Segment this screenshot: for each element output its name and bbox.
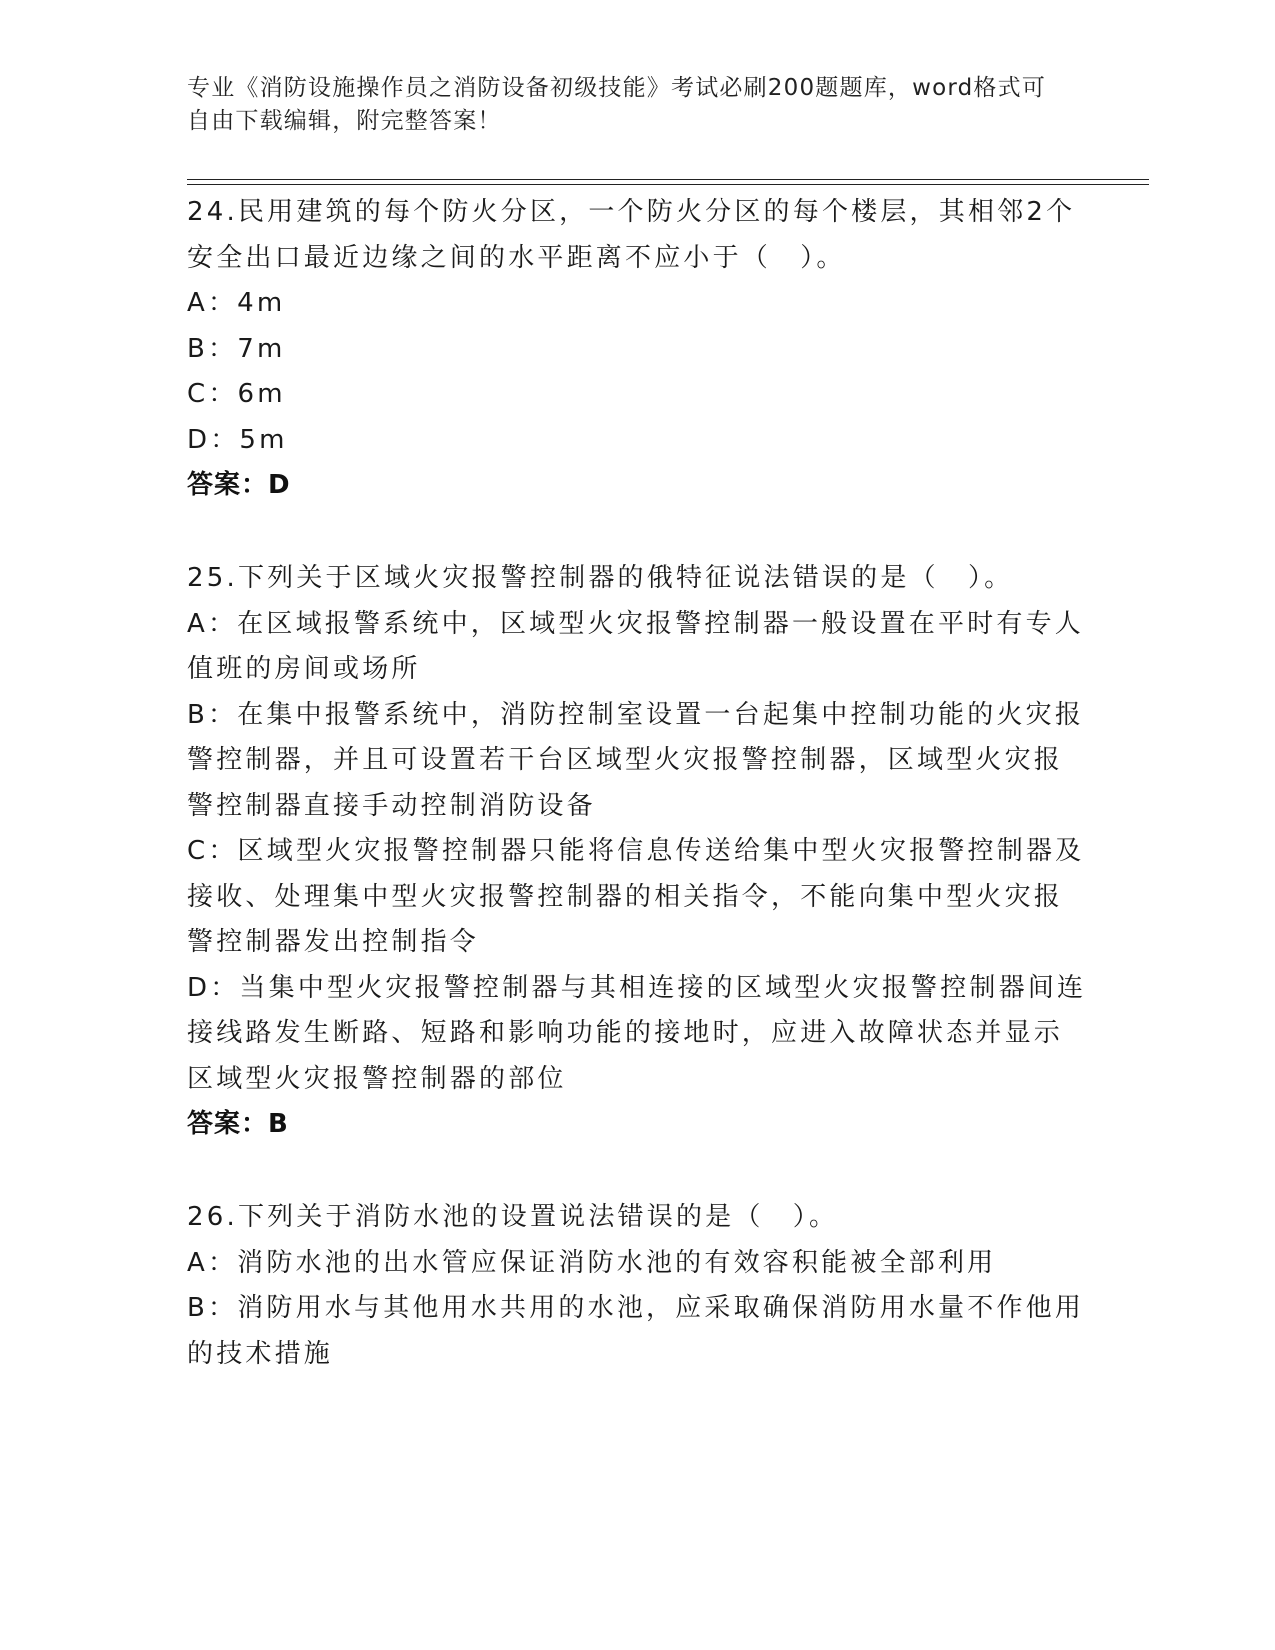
option-b-continued: 警控制器，并且可设置若干台区域型火灾报警控制器，区域型火灾报: [187, 745, 1064, 775]
question-stem-line: 安全出口最近边缘之间的水平距离不应小于（ ）。: [187, 242, 846, 273]
question-spacer: [187, 508, 1087, 556]
option-a: A：消防水池的出水管应保证消防水池的有效容积能被全部利用: [187, 1247, 997, 1278]
option-c: C：区域型火灾报警控制器只能将信息传送给集中型火灾报警控制器及: [187, 836, 1085, 866]
option-b: B：消防用水与其他用水共用的水池，应采取确保消防用水量不作他用: [187, 1293, 1085, 1323]
option-d: D：5m: [187, 424, 288, 455]
question-26: [187, 1195, 1087, 1377]
question-stem-line: 25.下列关于区域火灾报警控制器的俄特征说法错误的是（ ）。: [187, 563, 1014, 593]
page-header: [187, 72, 1067, 138]
option-b-continued: 警控制器直接手动控制消防设备: [187, 790, 596, 821]
question-list: [187, 190, 1087, 1377]
option-b-continued: 的技术措施: [187, 1338, 334, 1369]
option-a: A：4m: [187, 288, 286, 318]
question-stem-line: 24.民用建筑的每个防火分区，一个防火分区的每个楼层，其相邻2个: [187, 197, 1076, 227]
option-a-continued: 值班的房间或场所: [187, 654, 421, 684]
answer-line: 答案：D: [187, 470, 291, 500]
header-line-2: 自由下载编辑，附完整答案！: [187, 108, 502, 134]
option-c-continued: 接收、处理集中型火灾报警控制器的相关指令，不能向集中型火灾报: [187, 881, 1064, 912]
question-stem-line: 26.下列关于消防水池的设置说法错误的是（ ）。: [187, 1202, 839, 1232]
option-c: C：6m: [187, 379, 286, 409]
option-b: B：在集中报警系统中，消防控制室设置一台起集中控制功能的火灾报: [187, 699, 1085, 730]
answer-line: 答案：B: [187, 1109, 289, 1139]
header-line-1: 专业《消防设施操作员之消防设备初级技能》考试必刷200题题库，word格式可: [187, 75, 1047, 101]
option-d-continued: 区域型火灾报警控制器的部位: [187, 1063, 567, 1094]
question-spacer: [187, 1147, 1087, 1195]
question-25: [187, 556, 1087, 1147]
header-double-rule: [187, 179, 1149, 185]
question-24: [187, 190, 1087, 508]
option-c-continued: 警控制器发出控制指令: [187, 927, 480, 957]
option-d-continued: 接线路发生断路、短路和影响功能的接地时，应进入故障状态并显示: [187, 1018, 1064, 1048]
option-d: D：当集中型火灾报警控制器与其相连接的区域型火灾报警控制器间连: [187, 972, 1087, 1003]
option-a: A：在区域报警系统中，区域型火灾报警控制器一般设置在平时有专人: [187, 608, 1084, 639]
option-b: B：7m: [187, 333, 286, 364]
